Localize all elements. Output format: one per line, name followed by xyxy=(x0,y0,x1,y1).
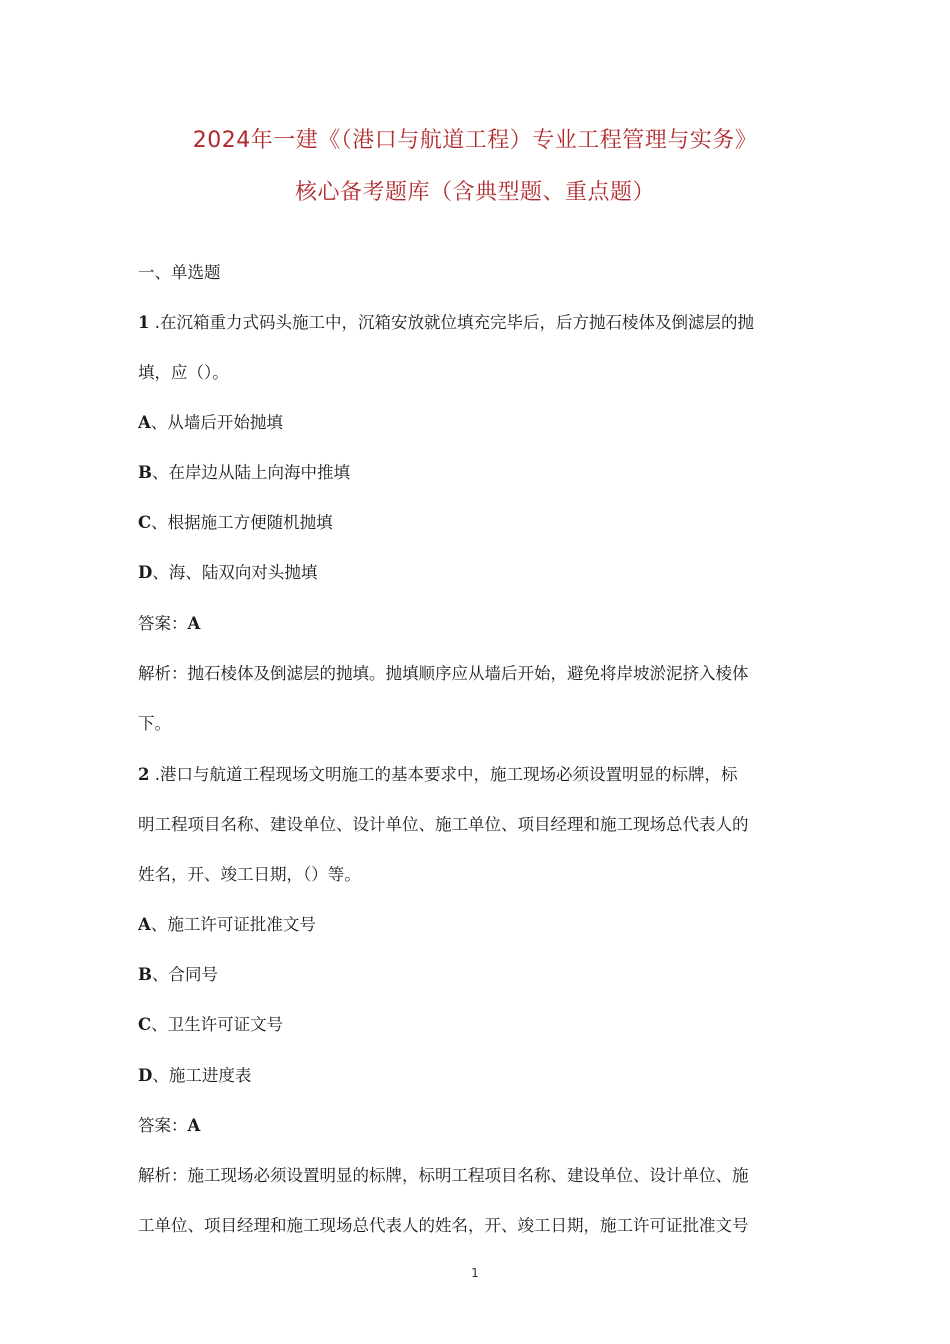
option-text: 、卫生许可证文号 xyxy=(151,1015,284,1034)
question-2-answer xyxy=(138,1115,200,1137)
option-letter: C xyxy=(138,1015,152,1034)
question-1-analysis-line-1: 解析：抛石棱体及倒滤层的抛填。抛填顺序应从墙后开始，避免将岸坡淤泥挤入棱体 xyxy=(138,664,749,683)
option-text: 、海、陆双向对头抛填 xyxy=(152,563,318,582)
answer-value: A xyxy=(187,1116,201,1135)
option-text: 、施工进度表 xyxy=(152,1066,252,1085)
question-1-text-line-1 xyxy=(138,312,754,334)
question-2-number: 2 xyxy=(138,765,150,784)
question-2-analysis-line-1: 解析：施工现场必须设置明显的标牌，标明工程项目名称、建设单位、设计单位、施 xyxy=(138,1166,749,1185)
question-2-option-a xyxy=(138,914,316,936)
question-1-option-a xyxy=(138,412,283,434)
option-text: 、从墙后开始抛填 xyxy=(150,413,283,432)
page-number: 1 xyxy=(471,1266,479,1280)
question-1-option-b xyxy=(138,462,350,484)
option-letter: B xyxy=(138,463,152,482)
document-title-line-2: 核心备考题库（含典型题、重点题） xyxy=(294,180,655,205)
question-2-stem: .港口与航道工程现场文明施工的基本要求中，施工现场必须设置明显的标牌，标 xyxy=(154,765,738,784)
question-1-text-line-2: 填，应（）。 xyxy=(138,363,229,382)
answer-value: A xyxy=(187,614,201,633)
option-letter: D xyxy=(138,563,153,582)
section-heading: 一、单选题 xyxy=(138,263,221,282)
option-text: 、施工许可证批准文号 xyxy=(150,915,316,934)
question-1-stem: .在沉箱重力式码头施工中，沉箱安放就位填充完毕后，后方抛石棱体及倒滤层的抛 xyxy=(154,313,754,332)
question-2-text-line-1 xyxy=(138,764,737,786)
option-letter: A xyxy=(138,915,151,934)
option-letter: C xyxy=(138,513,152,532)
question-1-number: 1 xyxy=(138,313,150,332)
question-2-text-line-3: 姓名，开、竣工日期，（）等。 xyxy=(138,865,361,884)
question-2-option-d xyxy=(138,1065,251,1087)
answer-label: 答案： xyxy=(138,1116,188,1135)
option-letter: D xyxy=(138,1066,153,1085)
document-title-line-1: 2024年一建《（港口与航道工程）专业工程管理与实务》 xyxy=(192,128,758,153)
option-text: 、合同号 xyxy=(151,965,218,984)
option-letter: B xyxy=(138,965,152,984)
option-letter: A xyxy=(138,413,151,432)
question-1-answer xyxy=(138,613,200,635)
question-1-option-c xyxy=(138,512,333,534)
option-text: 、在岸边从陆上向海中推填 xyxy=(151,463,350,482)
question-2-text-line-2: 明工程项目名称、建设单位、设计单位、施工单位、项目经理和施工现场总代表人的 xyxy=(138,815,749,834)
question-1-option-d xyxy=(138,562,317,584)
question-2-analysis-line-2: 工单位、项目经理和施工现场总代表人的姓名，开、竣工日期，施工许可证批准文号 xyxy=(138,1216,749,1235)
question-2-option-c xyxy=(138,1014,283,1036)
question-2-option-b xyxy=(138,964,218,986)
option-text: 、根据施工方便随机抛填 xyxy=(151,513,333,532)
answer-label: 答案： xyxy=(138,614,188,633)
question-1-analysis-line-2: 下。 xyxy=(138,714,171,733)
